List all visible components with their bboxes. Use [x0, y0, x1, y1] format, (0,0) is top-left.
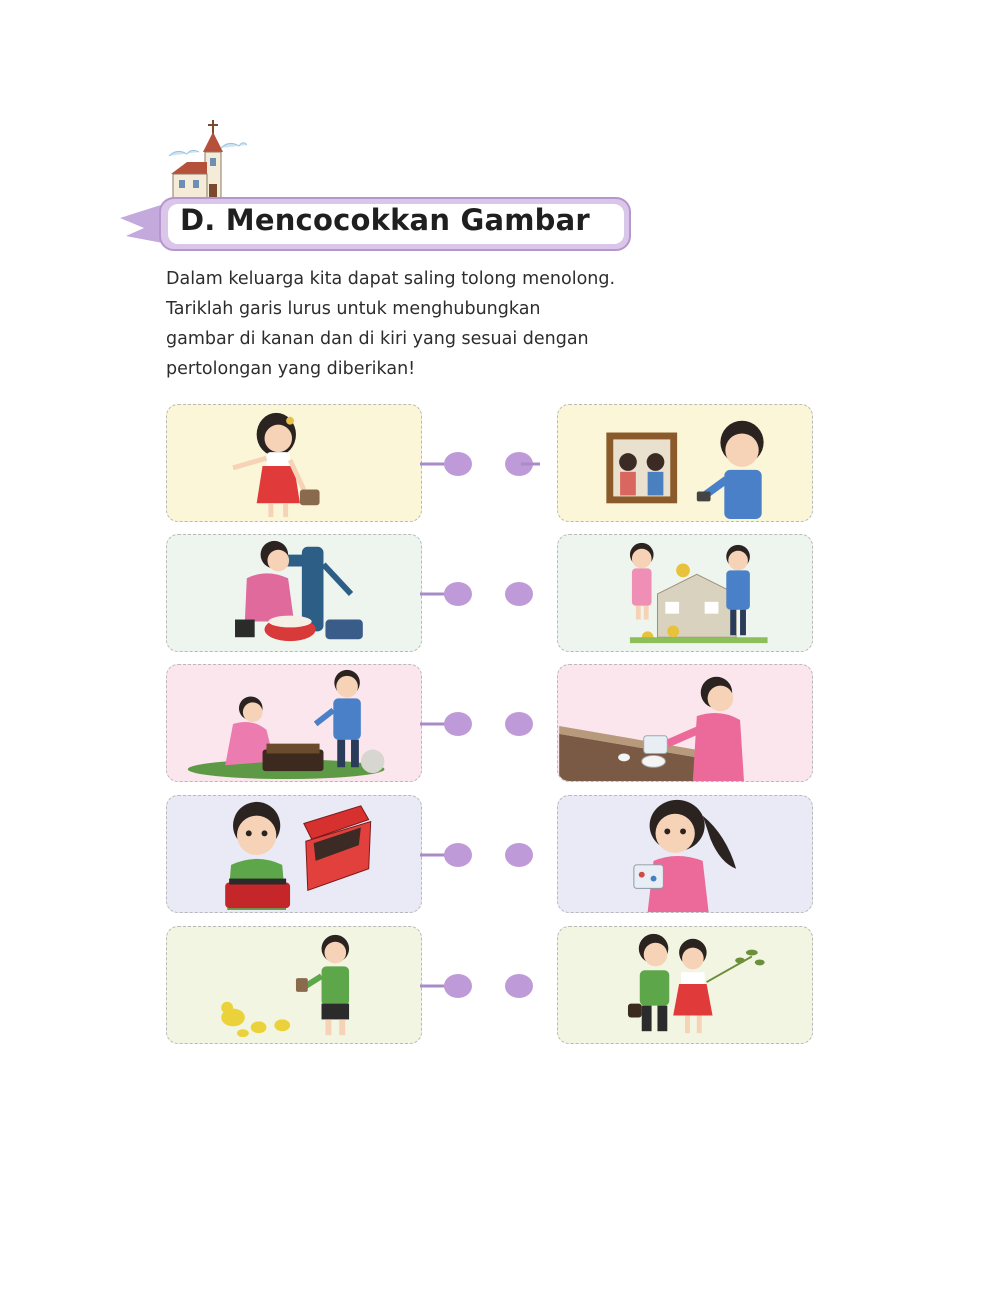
right-dot[interactable] [505, 582, 533, 606]
boy-and-girl-walking-picture [558, 927, 812, 1043]
right-picture-1[interactable] [557, 404, 813, 522]
girl-with-bag-picture [167, 405, 421, 521]
left-dot[interactable] [444, 712, 472, 736]
boy-feeding-chicks-picture [167, 927, 421, 1043]
right-dot[interactable] [505, 712, 533, 736]
left-picture-4[interactable] [166, 795, 422, 913]
girl-holding-box-picture [558, 796, 812, 912]
connector-row-4 [420, 840, 540, 870]
connector-row-3 [420, 709, 540, 739]
children-at-chicken-coop-picture [558, 535, 812, 651]
section-title-banner [120, 196, 640, 254]
left-dot[interactable] [444, 582, 472, 606]
right-picture-2[interactable] [557, 534, 813, 652]
right-picture-3[interactable] [557, 664, 813, 782]
left-dot[interactable] [444, 452, 472, 476]
right-dot[interactable] [505, 843, 533, 867]
instructions-paragraph [166, 264, 826, 384]
right-picture-4[interactable] [557, 795, 813, 913]
instruction-line: Dalam keluarga kita dapat saling tolong menolong. [166, 269, 616, 289]
instruction-line: pertolongan yang diberikan! [166, 359, 416, 379]
connector-row-2 [420, 579, 540, 609]
connector-row-5 [420, 971, 540, 1001]
left-picture-5[interactable] [166, 926, 422, 1044]
instruction-line: gambar di kanan dan di kiri yang sesuai dengan [166, 329, 589, 349]
instruction-line: Tariklah garis lurus untuk menghubungkan [166, 299, 541, 319]
right-dot[interactable] [505, 974, 533, 998]
mother-washing-at-pump-picture [167, 535, 421, 651]
left-dot[interactable] [444, 974, 472, 998]
mother-in-kitchen-picture [558, 665, 812, 781]
left-picture-2[interactable] [166, 534, 422, 652]
boy-with-toolbox-picture [167, 796, 421, 912]
left-dot[interactable] [444, 843, 472, 867]
right-picture-5[interactable] [557, 926, 813, 1044]
girl-and-father-with-cake-picture [167, 665, 421, 781]
connector-row-1 [420, 449, 540, 479]
father-with-family-photo-picture [558, 405, 812, 521]
section-title: D. Mencocokkan Gambar [180, 203, 590, 237]
left-picture-3[interactable] [166, 664, 422, 782]
left-picture-1[interactable] [166, 404, 422, 522]
